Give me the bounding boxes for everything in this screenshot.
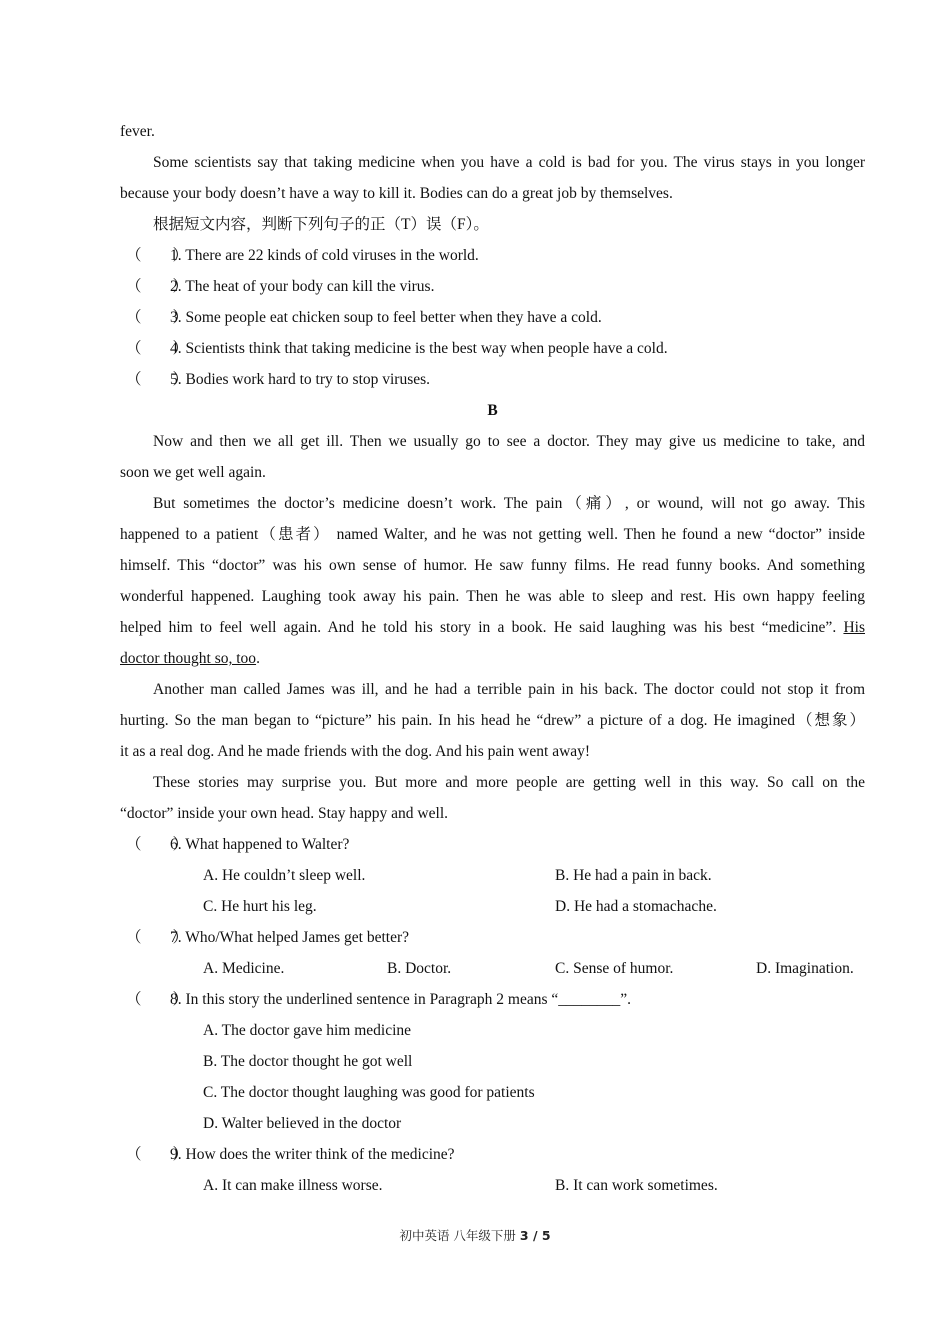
passage-b-line: Now and then we all get ill. Then we usually go to see a doctor. They may give us medicine to take, and (153, 433, 865, 450)
option-row (120, 953, 865, 984)
answer-blank[interactable]: （ ） (126, 247, 189, 264)
line-text: helped him to feel well again. And he told his story in a book. He said laughing was his best “medicine”. (120, 619, 844, 636)
passage-b-line: it as a real dog. And he made friends with the dog. And his pain went away! (120, 743, 591, 760)
answer-blank[interactable]: （ ） (126, 371, 189, 388)
section-b-title: B (487, 402, 498, 419)
mc-question (120, 829, 865, 860)
option-b[interactable]: B. It can work sometimes. (555, 1177, 718, 1194)
passage-b-line (120, 612, 865, 643)
passage-b-line (120, 643, 865, 674)
passage-b-line: These stories may surprise you. But more and more people are getting well in this way. So call on the (153, 774, 865, 791)
question-text: 5. Bodies work hard to try to stop viruses. (170, 371, 431, 388)
option-row (120, 891, 865, 922)
tf-question (120, 302, 865, 333)
question-text: 4. Scientists think that taking medicine is the best way when people have a cold. (170, 340, 668, 357)
answer-blank[interactable]: （ ） (126, 929, 189, 946)
answer-blank[interactable]: （ ） (126, 309, 189, 326)
option-d[interactable]: D. He had a stomachache. (555, 898, 717, 915)
passage-b-line: Another man called James was ill, and he had a terrible pain in his back. The doctor could not stop it from (153, 681, 865, 698)
option-row (120, 860, 865, 891)
option-row (120, 1077, 865, 1108)
passage-a-para-line: because your body doesn’t have a way to kill it. Bodies can do a great job by themselves. (120, 185, 673, 202)
tf-question (120, 364, 865, 395)
question-text: 6. What happened to Walter? (170, 836, 350, 853)
question-text: 1. There are 22 kinds of cold viruses in the world. (170, 247, 479, 264)
option-c[interactable]: C. The doctor thought laughing was good for patients (203, 1084, 535, 1101)
option-b[interactable]: B. The doctor thought he got well (203, 1053, 413, 1070)
option-row (120, 1108, 865, 1139)
option-row (120, 1170, 865, 1201)
passage-b-line: soon we get well again. (120, 464, 266, 481)
passage-b-line: “doctor” inside your own head. Stay happy and well. (120, 805, 448, 822)
document-page (120, 116, 865, 1201)
answer-blank[interactable]: （ ） (126, 278, 189, 295)
page-footer (0, 1226, 950, 1244)
passage-a-para-line: Some scientists say that taking medicine when you have a cold is bad for you. The virus stays in you longer (153, 154, 865, 171)
footer-label: 初中英语 八年级下册 (399, 1228, 520, 1243)
option-a[interactable]: A. It can make illness worse. (203, 1177, 383, 1194)
passage-b-line: hurting. So the man began to “picture” his pain. In his head he “drew” a picture of a dog. He imagined（想象） (120, 712, 865, 729)
underlined-sentence: doctor thought so, too (120, 650, 257, 667)
option-d[interactable]: D. Walter believed in the doctor (203, 1115, 402, 1132)
tf-instruction: 根据短文内容，判断下列句子的正（T）误（F）。 (153, 216, 489, 233)
passage-b-line: But sometimes the doctor’s medicine doesn’t work. The pain（痛）, or wound, will not go away. This (153, 495, 865, 512)
option-d[interactable]: D. Imagination. (756, 960, 854, 977)
option-row (120, 1015, 865, 1046)
option-b[interactable]: B. He had a pain in back. (555, 867, 712, 884)
option-row (120, 1046, 865, 1077)
underlined-sentence: His (843, 619, 865, 636)
tf-question (120, 333, 865, 364)
question-text: 2. The heat of your body can kill the virus. (170, 278, 435, 295)
page-number: 3 / 5 (519, 1228, 551, 1243)
question-text: 8. In this story the underlined sentence in Paragraph 2 means “________”. (170, 991, 632, 1008)
option-c[interactable]: C. He hurt his leg. (203, 898, 317, 915)
passage-b-line: himself. This “doctor” was his own sense of humor. He saw funny films. He read funny books. And something (120, 557, 865, 574)
answer-blank[interactable]: （ ） (126, 1146, 189, 1163)
passage-b-line: happened to a patient（患者） named Walter, and he was not getting well. Then he found a new “doctor” inside (120, 526, 865, 543)
answer-blank[interactable]: （ ） (126, 991, 189, 1008)
option-a[interactable]: A. Medicine. (203, 960, 285, 977)
question-text: 9. How does the writer think of the medicine? (170, 1146, 455, 1163)
answer-blank[interactable]: （ ） (126, 340, 189, 357)
question-text: 3. Some people eat chicken soup to feel better when they have a cold. (170, 309, 602, 326)
question-text: 7. Who/What helped James get better? (170, 929, 410, 946)
passage-b-line: wonderful happened. Laughing took away his pain. Then he was able to sleep and rest. His own happy feeling (120, 588, 865, 605)
option-a[interactable]: A. He couldn’t sleep well. (203, 867, 366, 884)
answer-blank[interactable]: （ ） (126, 836, 189, 853)
mc-question (120, 922, 865, 953)
option-c[interactable]: C. Sense of humor. (555, 960, 674, 977)
passage-a-last-line: fever. (120, 123, 155, 140)
tf-question (120, 240, 865, 271)
mc-question (120, 984, 865, 1015)
option-a[interactable]: A. The doctor gave him medicine (203, 1022, 412, 1039)
mc-question (120, 1139, 865, 1170)
line-text: . (256, 650, 260, 667)
tf-question (120, 271, 865, 302)
option-b[interactable]: B. Doctor. (387, 960, 452, 977)
